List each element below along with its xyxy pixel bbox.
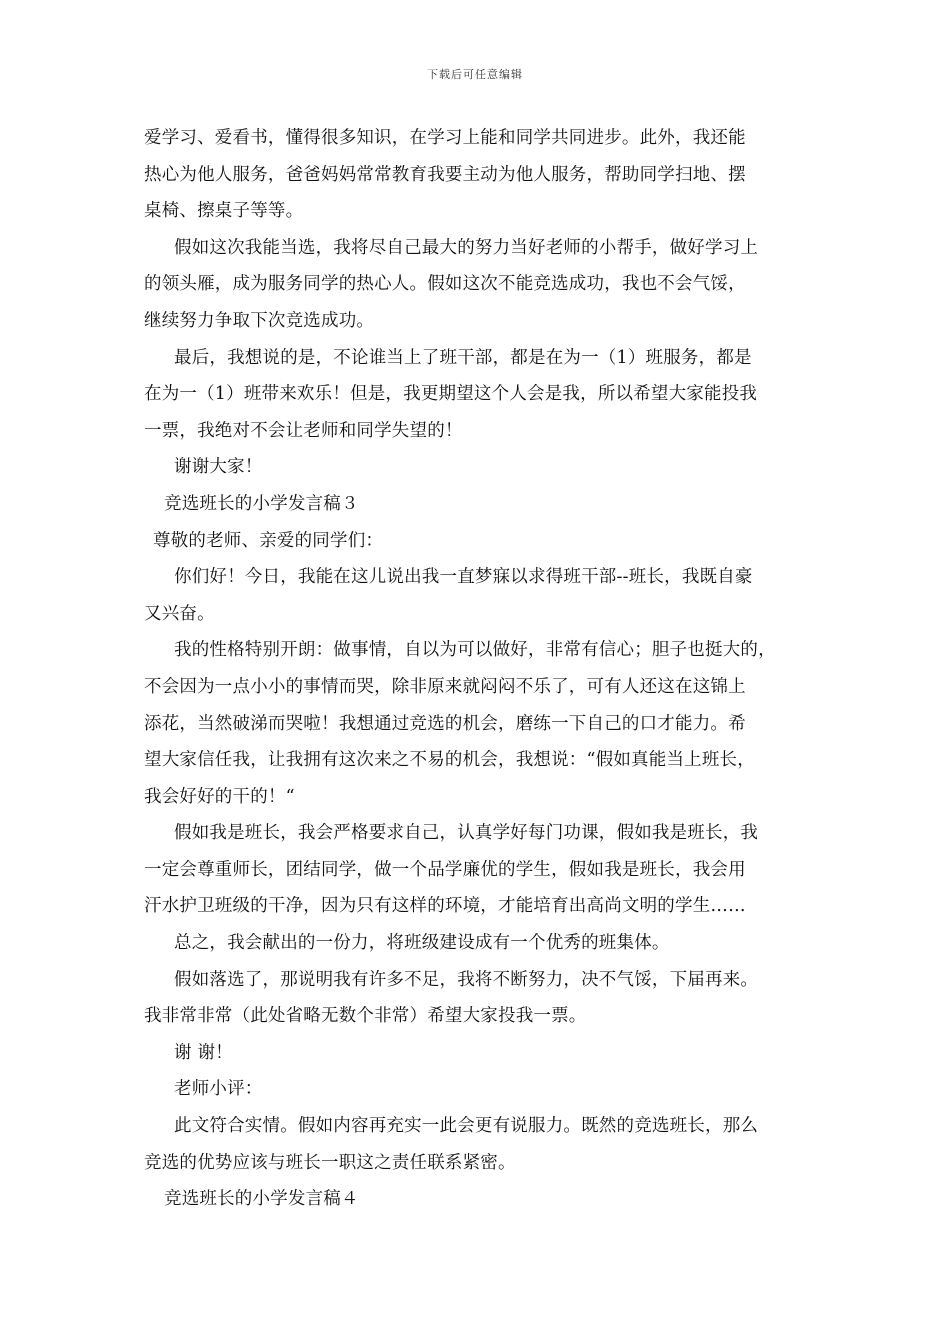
text-line: 假如落选了，那说明我有许多不足，我将不断努力，决不气馁，下届再来。: [174, 969, 759, 990]
text-line: 继续努力争取下次竞选成功。: [144, 310, 375, 331]
text-line: 我非常非常（此处省略无数个非常）希望大家投我一票。: [144, 1006, 587, 1027]
text-line: 在为一（1）班带来欢乐！但是，我更期望这个人会是我，所以希望大家能投我: [144, 384, 758, 405]
text-line: 竞选班长的小学发言稿４: [164, 1189, 359, 1210]
text-line: 总之，我会献出的一份力，将班级建设成有一个优秀的班集体。: [174, 933, 670, 954]
text-line: 谢 谢！: [174, 1042, 233, 1063]
text-line: 假如我是班长，我会严格要求自己，认真学好每门功课，假如我是班长，我: [174, 823, 759, 844]
text-line: 添花，当然破涕而哭啦！我想通过竞选的机会，磨练一下自己的口才能力。希: [144, 713, 746, 734]
text-line: 不会因为一点小小的事情而哭，除非原来就闷闷不乐了，可有人还这在这锦上: [144, 676, 746, 697]
text-line: 热心为他人服务，爸爸妈妈常常教育我要主动为他人服务，帮助同学扫地、摆: [144, 164, 746, 185]
text-line: 尊敬的老师、亲爱的同学们：: [153, 530, 384, 551]
text-line: 桌椅、擦桌子等等。: [144, 201, 304, 222]
text-line: 我的性格特别开朗：做事情，自以为可以做好，非常有信心；胆子也挺大的，: [174, 640, 776, 661]
document-body: [144, 120, 814, 1218]
text-line: 一定会尊重师长，团结同学，做一个品学廉优的学生，假如我是班长，我会用: [144, 859, 746, 880]
text-line: 假如这次我能当选，我将尽自己最大的努力当好老师的小帮手，做好学习上: [174, 237, 759, 258]
page-header: 下载后可任意编辑: [427, 68, 523, 81]
text-line: 爱学习、爱看书，懂得很多知识，在学习上能和同学共同进步。此外，我还能: [144, 128, 746, 148]
text-line: 谢谢大家！: [174, 457, 263, 478]
text-line: 你们好！今日，我能在这儿说出我一直梦寐以求得班干部--班长，我既自豪: [174, 567, 753, 588]
text-line: 又兴奋。: [144, 603, 215, 624]
text-line: 竞选班长的小学发言稿３: [164, 493, 359, 514]
text-line: 我会好好的干的！“: [144, 786, 295, 807]
text-line: 最后，我想说的是，不论谁当上了班干部，都是在为一（1）班服务，都是: [174, 347, 752, 368]
text-line: 汗水护卫班级的干净，因为只有这样的环境，才能培育出高尚文明的学生……: [144, 896, 746, 917]
text-line: 老师小评：: [174, 1079, 263, 1100]
text-line: 一票，我绝对不会让老师和同学失望的！: [144, 420, 463, 441]
text-line: 望大家信任我，让我拥有这次来之不易的机会，我想说：“假如真能当上班长，: [144, 750, 755, 771]
text-line: 此文符合实情。假如内容再充实一此会更有说服力。既然的竞选班长，那么: [174, 1116, 759, 1137]
text-line: 的领头雁，成为服务同学的热心人。假如这次不能竞选成功，我也不会气馁，: [144, 274, 746, 295]
text-line: 竞选的优势应该与班长一职这之责任联系紧密。: [144, 1152, 516, 1173]
